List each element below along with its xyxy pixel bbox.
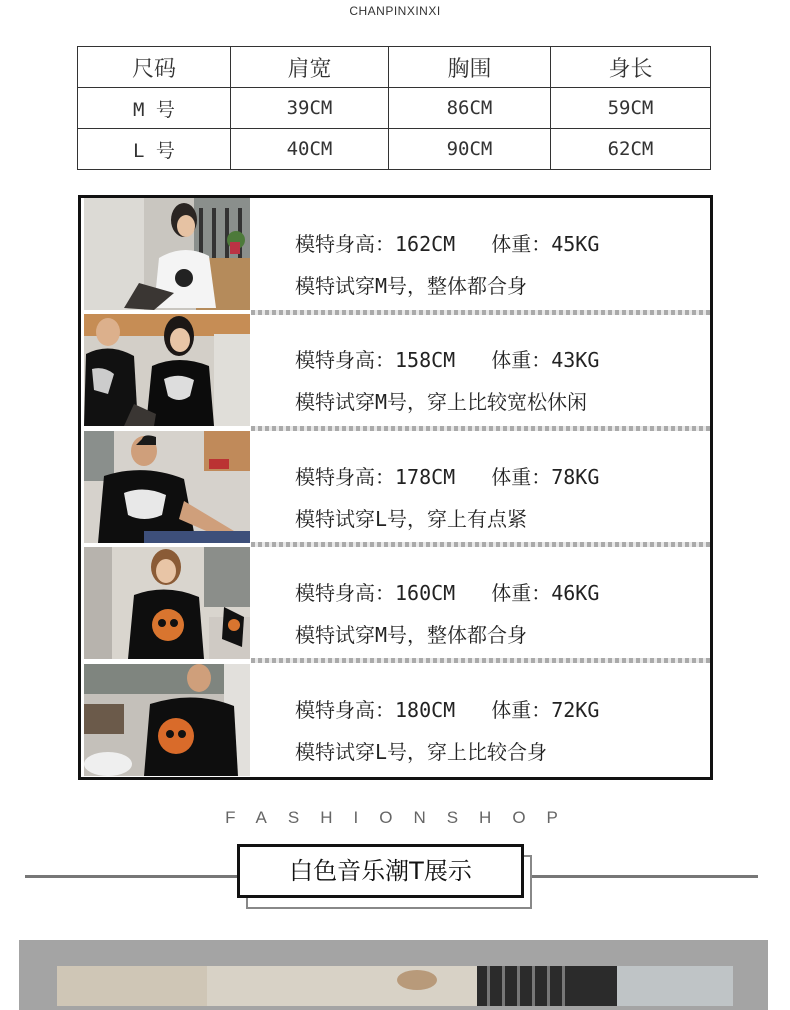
size-header-chest: 胸围: [389, 47, 551, 88]
model-row: [81, 314, 710, 426]
table-row: [78, 88, 711, 129]
eyebrow-label: CHANPINXINXI: [349, 4, 441, 18]
model-photo: [84, 314, 250, 426]
chest-cell: 90CM: [389, 129, 551, 170]
shoulder-cell: 39CM: [231, 88, 389, 129]
size-header-shoulder: 肩宽: [231, 47, 389, 88]
model-fit-note: 模特试穿L号，穿上比较合身: [295, 740, 548, 764]
showcase-photo: [57, 966, 733, 1006]
model-fit-note: 模特试穿M号，整体都合身: [295, 274, 528, 298]
model-row: [81, 198, 710, 310]
brand-tagline: FASHIONSHOP: [225, 808, 579, 827]
model-stats: [295, 577, 599, 606]
model-fit-panel: [78, 195, 713, 780]
size-header-size: 尺码: [78, 47, 231, 88]
model-weight: 体重：43KG: [491, 348, 600, 372]
size-cell: L 号: [78, 129, 231, 170]
model-stats: [295, 461, 599, 490]
section-rule-right: [528, 875, 758, 878]
model-photo: [84, 547, 250, 659]
model-height: 模特身高：180CM: [295, 698, 456, 722]
model-fit-note: 模特试穿M号，穿上比较宽松休闲: [295, 390, 588, 414]
model-photo: [84, 431, 250, 543]
size-header-length: 身长: [551, 47, 711, 88]
model-row: [81, 547, 710, 659]
model-fit-note: 模特试穿L号，穿上有点紧: [295, 507, 528, 531]
length-cell: 59CM: [551, 88, 711, 129]
model-row: [81, 664, 710, 776]
model-stats: [295, 228, 599, 257]
model-height: 模特身高：178CM: [295, 465, 456, 489]
model-weight: 体重：78KG: [491, 465, 600, 489]
model-fit-note: 模特试穿M号，整体都合身: [295, 623, 528, 647]
model-height: 模特身高：158CM: [295, 348, 456, 372]
model-photo: [84, 198, 250, 310]
model-height: 模特身高：162CM: [295, 232, 456, 256]
row-divider: [251, 658, 710, 663]
size-table: [77, 46, 711, 170]
model-weight: 体重：45KG: [491, 232, 600, 256]
chest-cell: 86CM: [389, 88, 551, 129]
model-weight: 体重：46KG: [491, 581, 600, 605]
size-cell: M 号: [78, 88, 231, 129]
section-title: 白色音乐潮T展示: [237, 844, 524, 898]
length-cell: 62CM: [551, 129, 711, 170]
model-weight: 体重：72KG: [491, 698, 600, 722]
table-row: [78, 129, 711, 170]
model-row: [81, 431, 710, 543]
section-rule-left: [25, 875, 240, 878]
model-stats: [295, 344, 599, 373]
model-height: 模特身高：160CM: [295, 581, 456, 605]
shoulder-cell: 40CM: [231, 129, 389, 170]
size-table-header-row: [78, 47, 711, 88]
model-photo: [84, 664, 250, 776]
model-stats: [295, 694, 599, 723]
